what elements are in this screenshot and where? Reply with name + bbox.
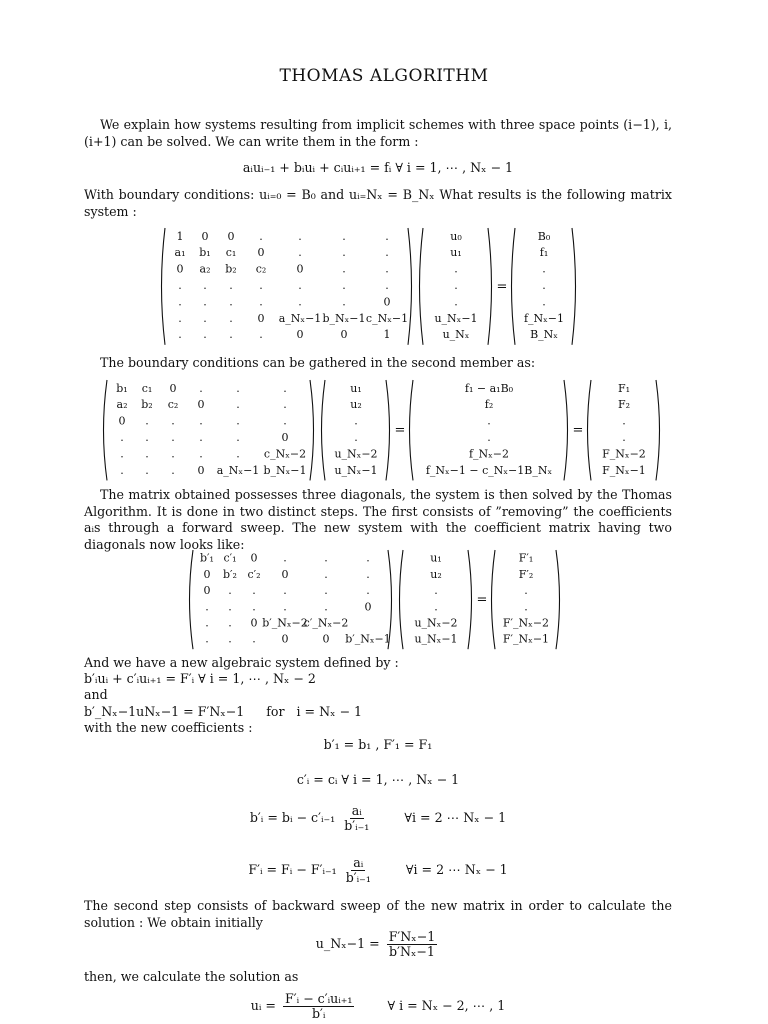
backward-initial-equation (84, 930, 672, 959)
matrix-left-paren (190, 550, 194, 649)
coefficient-cell: 1 (383, 328, 391, 342)
new-equation-2 (84, 704, 362, 720)
coefficient-cell: 1 (176, 229, 184, 243)
unknown-cell: u_Nₓ−1 (414, 632, 458, 646)
matrix-system-3 (188, 548, 588, 655)
coef3-condition: ∀i = 2 ⋯ Nₓ − 1 (404, 810, 507, 825)
rhs-cell: f_Nₓ−2 (468, 447, 510, 461)
coefficient-cell: 0 (257, 311, 265, 325)
coefficient-cell: b′₁ (200, 551, 214, 565)
f-vector-cell: . (622, 431, 626, 445)
unknown-cell: u_Nₓ−1 (334, 463, 378, 477)
rhs-right-paren (572, 228, 576, 345)
solution-fraction (283, 992, 354, 1021)
coefficient-cell: b′_Nₓ−1 (345, 632, 391, 646)
rhs-left-paren (492, 550, 496, 649)
coefficient-cell: . (283, 584, 287, 598)
coefficient-cell: . (385, 246, 389, 260)
coefficient-cell: c′₁ (223, 551, 237, 565)
rhs-cell: . (542, 279, 546, 293)
coefficient-cell: 0 (197, 398, 205, 412)
coefficient-cell: . (298, 229, 302, 243)
equals-sign: = (394, 423, 406, 439)
coefficient-cell: . (252, 600, 256, 614)
intro-paragraph: We explain how systems resulting from implicit schemes with three space points (i−1), i, (i+1) can be solved. We can write them in the form : (84, 117, 672, 149)
coefficient-cell: . (199, 447, 203, 461)
rhs-cell: . (524, 600, 528, 614)
coefficient-cell: . (259, 279, 263, 293)
coefficient-cell: 0 (250, 616, 258, 630)
coefficient-cell: 0 (296, 328, 304, 342)
coefficient-cell: . (120, 431, 124, 445)
equals-sign: = (476, 592, 488, 608)
coefficient-cell: 0 (118, 414, 126, 428)
coefficient-cell: . (324, 551, 328, 565)
coefficient-cell: . (171, 447, 175, 461)
coefficient-cell: 0 (383, 295, 391, 309)
coef4-lhs: F′ᵢ = Fᵢ − F′ᵢ₋₁ (248, 862, 337, 877)
coefficient-cell: . (298, 295, 302, 309)
f-vector-cell: . (622, 414, 626, 428)
backward-paragraph: The second step consists of backward sweep of the new matrix in order to calculate the solution : We obtain initially (84, 898, 672, 930)
rhs-right-paren (556, 550, 560, 649)
coefficient-cell: 0 (250, 551, 258, 565)
new-system-text: And we have a new algebraic system defined by : (84, 655, 399, 670)
coefficient-cell: . (324, 567, 328, 581)
solution-condition: ∀ i = Nₓ − 2, ⋯ , 1 (387, 998, 506, 1013)
vector-right-paren (488, 228, 492, 345)
vector-right-paren (386, 380, 390, 480)
coefficient-cell: b₁ (116, 381, 128, 395)
coefficient-cell: a₁ (174, 246, 186, 260)
coefficient-cell: 0 (257, 246, 265, 260)
coefficient-cell: . (236, 381, 240, 395)
matrix-system-1 (160, 226, 600, 351)
coefficient-cell: . (298, 246, 302, 260)
rhs-cell: . (542, 295, 546, 309)
unknown-cell: u₂ (350, 398, 362, 412)
vector-left-paren (420, 228, 424, 345)
coefficient-cell: a₂ (116, 398, 128, 412)
coef3-numerator: aᵢ (351, 803, 362, 818)
backward-numerator: F′Nₓ−1 (388, 929, 436, 944)
unknown-cell: . (454, 279, 458, 293)
coefficient-cell: . (259, 295, 263, 309)
coefficient-cell: . (145, 431, 149, 445)
coefficient-cell: c_Nₓ−1 (365, 311, 409, 325)
vector-left-paren (322, 380, 326, 480)
unknown-cell: u₁ (350, 381, 362, 395)
coefficient-cell: 0 (296, 262, 304, 276)
f-vector-right-paren (656, 380, 660, 480)
coef3-fraction (342, 804, 371, 833)
unknown-cell: . (454, 295, 458, 309)
matrix-right-paren (310, 380, 314, 480)
coefficient-cell: . (236, 398, 240, 412)
equals-sign: = (496, 279, 508, 295)
solution-lhs: uᵢ = (250, 998, 276, 1013)
unknown-cell: u₁ (430, 551, 442, 565)
coefficient-cell: . (178, 295, 182, 309)
f-vector-left-paren (588, 380, 592, 480)
f-vector-cell: F_Nₓ−1 (602, 463, 646, 477)
coefficient-cell: b′₂ (223, 567, 237, 581)
unknown-cell: . (434, 584, 438, 598)
coefficient-eq-4 (84, 856, 672, 885)
rhs-cell: . (487, 414, 491, 428)
backward-fraction (387, 930, 438, 959)
coefficient-cell: b₁ (199, 246, 211, 260)
coefficient-cell: . (203, 311, 207, 325)
coefficient-cell: c_Nₓ−2 (263, 447, 307, 461)
solution-equation (84, 992, 672, 1021)
boundary-paragraph: With boundary conditions: uᵢ₌₀ = B₀ and uᵢ₌Nₓ = B_Nₓ What results is the following matrix system : (84, 187, 672, 219)
coefficient-cell: 0 (227, 229, 235, 243)
coefficient-cell: 0 (281, 567, 289, 581)
coefficient-cell: . (385, 262, 389, 276)
unknown-cell: u_Nₓ−1 (434, 311, 478, 325)
rhs-cell: F′_Nₓ−2 (502, 616, 550, 630)
coefficient-cell: . (259, 328, 263, 342)
coefficient-cell: . (324, 600, 328, 614)
coefficient-cell: 0 (201, 229, 209, 243)
coefficient-cell: . (228, 584, 232, 598)
rhs-left-paren (410, 380, 414, 480)
matrix-left-paren (162, 228, 166, 345)
coefficient-eq-3 (84, 804, 672, 833)
coefficient-cell: . (229, 295, 233, 309)
unknown-cell: u_Nₓ−2 (414, 616, 458, 630)
coefficient-cell: . (205, 632, 209, 646)
coefficient-cell: . (236, 431, 240, 445)
coefficient-cell: . (342, 279, 346, 293)
unknown-cell: u_Nₓ (442, 328, 470, 342)
coefficient-cell: . (228, 600, 232, 614)
general-equation: aᵢuᵢ₋₁ + bᵢuᵢ + cᵢuᵢ₊₁ = fᵢ ∀ i = 1, ⋯ , Nₓ − 1 (242, 160, 514, 175)
coefficient-cell: . (178, 311, 182, 325)
coefficient-cell: 0 (322, 632, 330, 646)
matrix-right-paren (408, 228, 412, 345)
rhs-cell: B₀ (537, 229, 551, 243)
coefficient-eq-1: b′₁ = b₁ , F′₁ = F₁ (323, 737, 433, 752)
coefficient-cell: a_Nₓ−1 (278, 311, 322, 325)
coefficient-cell: . (283, 551, 287, 565)
coefficient-cell: . (178, 328, 182, 342)
rhs-cell: F′_Nₓ−1 (502, 632, 550, 646)
coefficient-cell: . (120, 463, 124, 477)
coef3-lhs: b′ᵢ = bᵢ − c′ᵢ₋₁ (249, 810, 336, 825)
unknown-cell: . (454, 262, 458, 276)
rhs-cell: B_Nₓ (530, 328, 558, 342)
coefficient-eq-2: c′ᵢ = cᵢ ∀ i = 1, ⋯ , Nₓ − 1 (296, 772, 460, 787)
coefficient-cell: . (385, 229, 389, 243)
coefficient-cell: . (342, 262, 346, 276)
rhs-cell: f_Nₓ−1 (523, 311, 565, 325)
coefficient-cell: . (203, 279, 207, 293)
unknown-cell: . (354, 414, 358, 428)
and-text: and (84, 687, 108, 702)
coefficient-cell: . (145, 414, 149, 428)
coefficient-cell: 0 (203, 584, 211, 598)
rhs-cell: f₁ − a₁B₀ (464, 381, 514, 395)
coefficient-cell: . (229, 279, 233, 293)
coefficient-cell: . (145, 447, 149, 461)
rhs-cell: . (487, 431, 491, 445)
coefficient-cell: 0 (203, 567, 211, 581)
rhs-cell: f₂ (484, 398, 494, 412)
coefficient-cell: . (283, 600, 287, 614)
coefficient-cell: 0 (281, 431, 289, 445)
matrix-system-2 (102, 378, 662, 486)
coefficient-cell: b_Nₓ−1 (322, 311, 366, 325)
rhs-cell: f_Nₓ−1 − c_Nₓ−1B_Nₓ (425, 463, 553, 477)
coefficient-cell: . (298, 279, 302, 293)
f-vector-cell: F₁ (617, 381, 631, 395)
rhs-right-paren (564, 380, 568, 480)
coefficient-cell: . (229, 328, 233, 342)
mat3-svg (188, 548, 588, 651)
coefficient-cell: c₂ (167, 398, 179, 412)
coefficient-cell: . (236, 447, 240, 461)
coefficient-cell: . (366, 551, 370, 565)
coefficient-cell: . (252, 632, 256, 646)
page-title: THOMAS ALGORITHM (279, 66, 489, 86)
coefficient-cell: . (205, 600, 209, 614)
coefficient-cell: . (366, 584, 370, 598)
unknown-cell: u_Nₓ−2 (334, 447, 378, 461)
coefficient-cell: . (385, 279, 389, 293)
vector-right-paren (468, 550, 472, 649)
matrix-left-paren (104, 380, 108, 480)
new-equation-2-condition: i = Nₓ − 1 (296, 704, 363, 719)
solution-denominator: b′ᵢ (311, 1006, 326, 1021)
unknown-cell: . (434, 600, 438, 614)
unknown-cell: u₂ (430, 567, 442, 581)
coefficient-cell: . (252, 584, 256, 598)
coefficient-cell: . (324, 584, 328, 598)
coefficient-cell: . (203, 328, 207, 342)
coefficient-cell: b_Nₓ−1 (263, 463, 307, 477)
unknown-cell: u₀ (450, 229, 462, 243)
coefficient-cell: . (145, 463, 149, 477)
backward-lhs: u_Nₓ−1 = (315, 936, 380, 951)
coefficient-cell: a_Nₓ−1 (216, 463, 260, 477)
unknown-cell: . (354, 431, 358, 445)
solution-numerator: F′ᵢ − c′ᵢuᵢ₊₁ (284, 991, 353, 1006)
coefficient-cell: . (199, 414, 203, 428)
new-equation-1: b′ᵢuᵢ + c′ᵢuᵢ₊₁ = F′ᵢ ∀ i = 1, ⋯ , Nₓ − 2 (84, 671, 316, 686)
rhs-cell: . (542, 262, 546, 276)
mat2-svg (102, 378, 662, 482)
coefficient-cell: 0 (176, 262, 184, 276)
equals-sign: = (572, 423, 584, 439)
coefficient-cell: c′₂ (247, 567, 261, 581)
f-vector-cell: F_Nₓ−2 (602, 447, 646, 461)
rhs-left-paren (512, 228, 516, 345)
coefficient-cell: . (228, 616, 232, 630)
coefficient-cell: 0 (340, 328, 348, 342)
coefficient-cell: . (342, 295, 346, 309)
new-equation-2-for: for (266, 704, 285, 719)
coefficient-cell: . (342, 246, 346, 260)
coef4-numerator: aᵢ (353, 855, 364, 870)
coefficient-cell: . (229, 311, 233, 325)
coefficient-cell: c₁ (225, 246, 237, 260)
coef3-denominator: b′ᵢ₋₁ (344, 818, 370, 833)
coefficient-cell: 0 (197, 463, 205, 477)
unknown-cell: u₁ (450, 246, 462, 260)
coefficient-cell: 0 (281, 632, 289, 646)
rhs-cell: F′₂ (518, 567, 534, 581)
coefficient-cell: . (171, 431, 175, 445)
then-text: then, we calculate the solution as (84, 969, 299, 984)
new-equation-2-lhs: b′_Nₓ−1uNₓ−1 = F′Nₓ−1 (84, 704, 245, 719)
coefficient-cell: . (283, 414, 287, 428)
mat1-svg (160, 226, 600, 347)
vector-left-paren (400, 550, 404, 649)
rhs-cell: F′₁ (518, 551, 534, 565)
coef4-fraction (344, 856, 373, 885)
coefficient-cell: c′_Nₓ−2 (303, 616, 349, 630)
coefficient-cell: . (178, 279, 182, 293)
f-vector-cell: F₂ (617, 398, 631, 412)
coefficient-cell: . (366, 567, 370, 581)
coefficient-cell: c₂ (255, 262, 267, 276)
coefficient-cell: . (203, 295, 207, 309)
coefficient-cell: a₂ (199, 262, 211, 276)
coefficient-cell: 0 (169, 381, 177, 395)
coefficient-cell: . (283, 381, 287, 395)
coefficient-cell: 0 (364, 600, 372, 614)
coefficient-cell: . (120, 447, 124, 461)
coefficient-cell: . (205, 616, 209, 630)
rhs-cell: f₁ (539, 246, 549, 260)
coefficient-cell: . (171, 463, 175, 477)
coefficients-text: with the new coefficients : (84, 720, 253, 735)
coef4-condition: ∀i = 2 ⋯ Nₓ − 1 (405, 862, 508, 877)
coefficient-cell: b′_Nₓ−2 (262, 616, 308, 630)
coefficient-cell: . (259, 229, 263, 243)
coefficient-cell: . (228, 632, 232, 646)
coefficient-cell: b₂ (141, 398, 153, 412)
coefficient-cell: c₁ (141, 381, 153, 395)
coefficient-cell: . (199, 381, 203, 395)
coefficient-cell: b₂ (225, 262, 237, 276)
coef4-denominator: b′ᵢ₋₁ (345, 870, 371, 885)
backward-denominator: b′Nₓ−1 (389, 944, 435, 959)
coefficient-cell: . (199, 431, 203, 445)
coefficient-cell: . (171, 414, 175, 428)
second-member-paragraph: The boundary conditions can be gathered in the second member as: (100, 355, 536, 370)
coefficient-cell: . (342, 229, 346, 243)
coefficient-cell: . (236, 414, 240, 428)
coefficient-cell: . (283, 398, 287, 412)
diagonals-paragraph: The matrix obtained possesses three diagonals, the system is then solved by the Thomas Algorithm. It is done in two distinct steps. The first consists of ”removing” the coefficients aᵢs through a forward sweep. The new system with the coefficient matrix having two diagonals now looks like: (84, 487, 672, 552)
rhs-cell: . (524, 584, 528, 598)
